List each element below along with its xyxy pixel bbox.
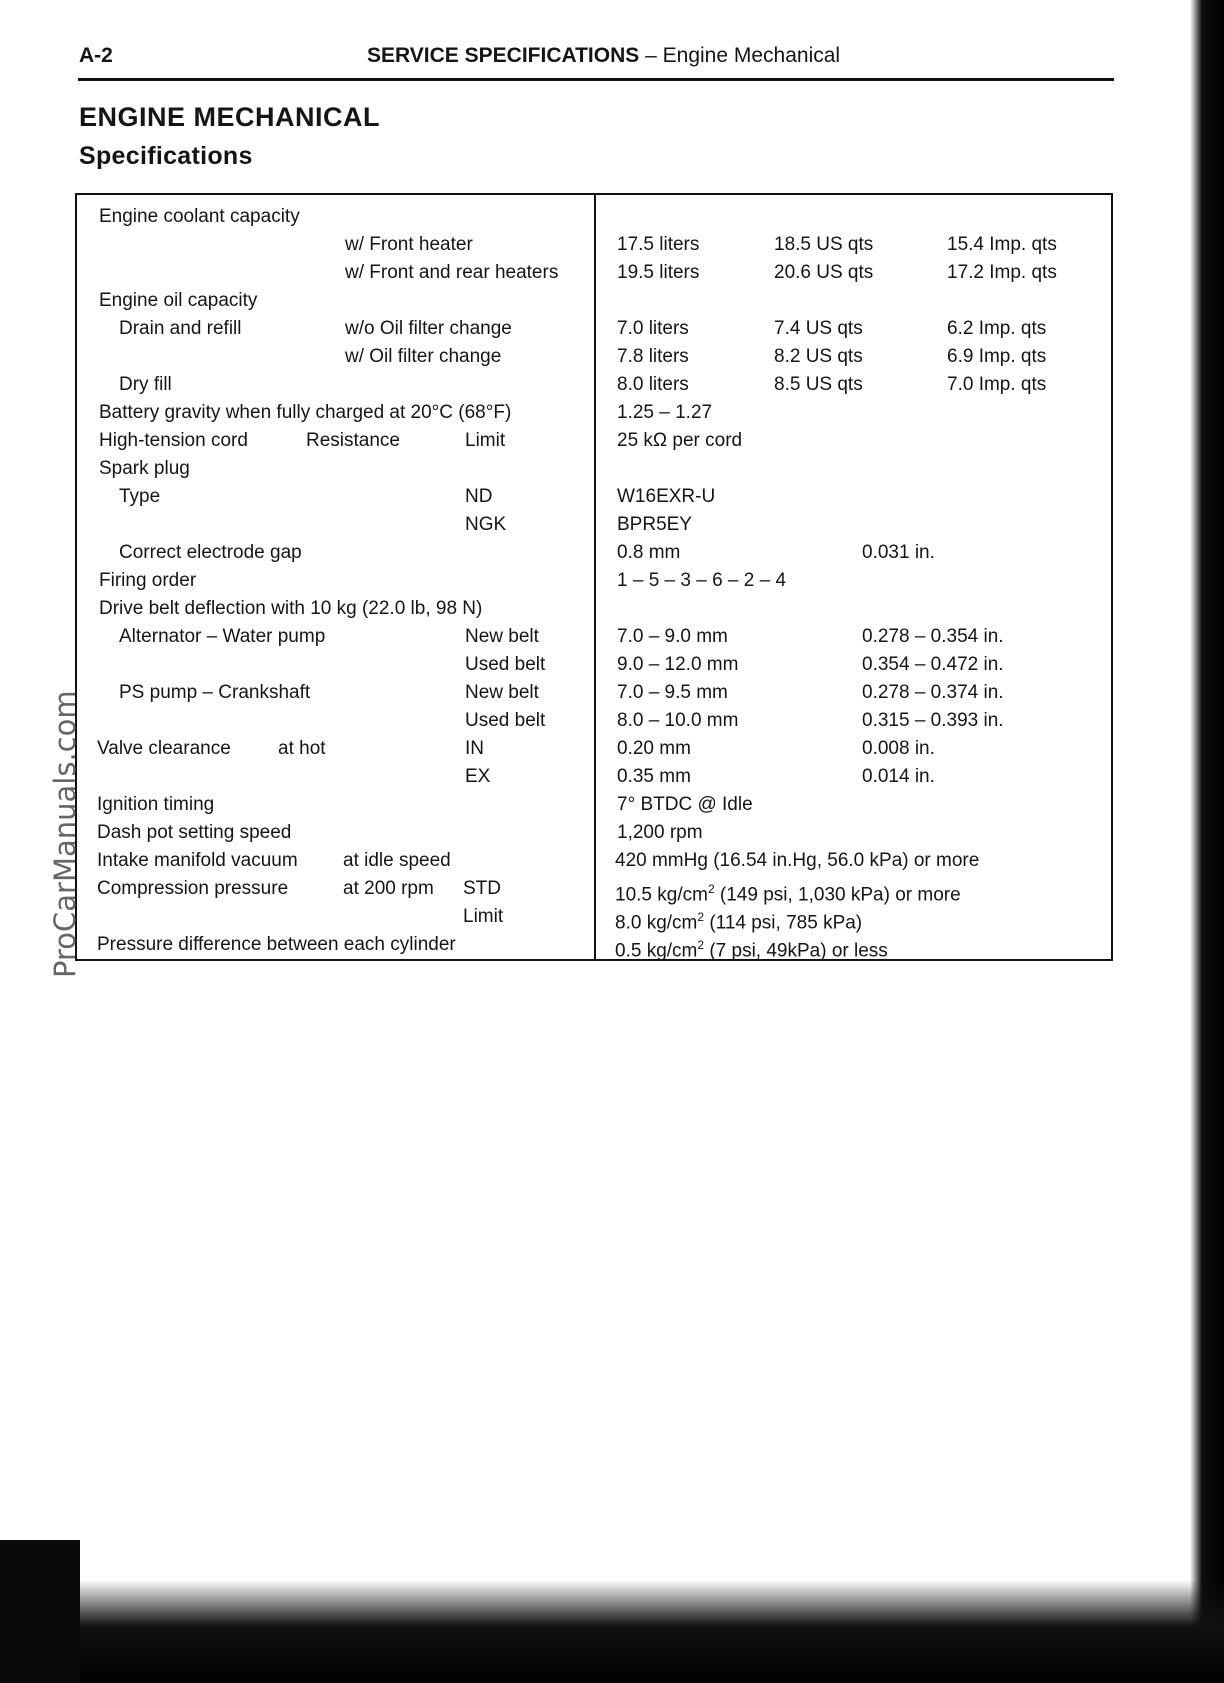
label-drain: Drain and refill xyxy=(119,318,242,339)
value-battery: 1.25 – 1.27 xyxy=(617,402,713,423)
value-valve-in-mm: 0.20 mm xyxy=(617,738,691,759)
label-compression: Compression pressure xyxy=(97,878,289,899)
value-compression-limit xyxy=(615,905,862,935)
label-coolant-front: w/ Front heater xyxy=(345,234,473,255)
value-coolant-rear-liters: 19.5 liters xyxy=(617,262,700,283)
label-spark: Spark plug xyxy=(99,458,190,479)
value-compression-std-rest: (149 psi, 1,030 kPa) or more xyxy=(714,884,961,906)
value-gap-in: 0.031 in. xyxy=(862,542,935,563)
label-intake: Intake manifold vacuum xyxy=(97,850,298,871)
label-type: Type xyxy=(119,486,161,507)
page-number: A-2 xyxy=(79,44,113,67)
running-title xyxy=(367,44,840,68)
value-coolant-rear-usqts: 20.6 US qts xyxy=(774,262,874,283)
label-firing: Firing order xyxy=(99,570,197,591)
value-alt-used-mm: 9.0 – 12.0 mm xyxy=(617,654,739,675)
label-w-filter: w/ Oil filter change xyxy=(345,346,502,367)
running-title-separator: – xyxy=(639,44,663,67)
value-firing: 1 – 5 – 3 – 6 – 2 – 4 xyxy=(617,570,787,591)
value-oil-w-filter-usqts: 8.2 US qts xyxy=(774,346,863,367)
value-ps-new-mm: 7.0 – 9.5 mm xyxy=(617,682,728,703)
value-oil-wo-filter-impqts: 6.2 Imp. qts xyxy=(947,318,1047,339)
value-pressure-diff xyxy=(615,933,888,963)
value-oil-w-filter-impqts: 6.9 Imp. qts xyxy=(947,346,1047,367)
label-htc-limit: Limit xyxy=(465,430,506,451)
scan-edge-corner xyxy=(0,1540,80,1683)
value-alt-new-mm: 7.0 – 9.0 mm xyxy=(617,626,728,647)
label-valve-in: IN xyxy=(465,738,484,759)
value-valve-ex-in: 0.014 in. xyxy=(862,766,935,787)
value-coolant-front-liters: 17.5 liters xyxy=(617,234,700,255)
value-coolant-rear-impqts: 17.2 Imp. qts xyxy=(947,262,1057,283)
label-intake-idle: at idle speed xyxy=(343,850,451,871)
running-title-main: SERVICE SPECIFICATIONS xyxy=(367,44,640,67)
superscript-2: 2 xyxy=(707,882,715,896)
watermark-text: ProCarManuals.com xyxy=(48,690,82,978)
value-gap-mm: 0.8 mm xyxy=(617,542,681,563)
label-gap: Correct electrode gap xyxy=(119,542,302,563)
value-intake: 420 mmHg (16.54 in.Hg, 56.0 kPa) or more xyxy=(615,850,980,871)
label-pressure-diff: Pressure difference between each cylinder xyxy=(97,934,456,955)
label-ps-used: Used belt xyxy=(465,710,546,731)
label-dry: Dry fill xyxy=(119,374,172,395)
label-valve-ex: EX xyxy=(465,766,491,787)
label-alt-used: Used belt xyxy=(465,654,546,675)
label-alt-new: New belt xyxy=(465,626,539,647)
value-compression-limit-unit: 8.0 kg/cm xyxy=(615,912,698,934)
value-alt-used-in: 0.354 – 0.472 in. xyxy=(862,654,1004,675)
header-rule xyxy=(78,78,1114,81)
label-compression-rpm: at 200 rpm xyxy=(343,878,434,899)
section-title: ENGINE MECHANICAL xyxy=(79,102,381,132)
label-ps: PS pump – Crankshaft xyxy=(119,682,311,703)
sub-title: Specifications xyxy=(79,142,253,170)
label-valve: Valve clearance xyxy=(97,738,231,759)
label-dash: Dash pot setting speed xyxy=(97,822,292,843)
column-divider xyxy=(594,193,596,961)
value-oil-w-filter-liters: 7.8 liters xyxy=(617,346,689,367)
value-valve-ex-mm: 0.35 mm xyxy=(617,766,691,787)
value-coolant-front-impqts: 15.4 Imp. qts xyxy=(947,234,1057,255)
label-compression-std: STD xyxy=(463,878,501,899)
label-valve-hot: at hot xyxy=(278,738,326,759)
value-coolant-front-usqts: 18.5 US qts xyxy=(774,234,874,255)
superscript-2: 2 xyxy=(697,938,705,952)
label-ngk: NGK xyxy=(465,514,507,535)
value-compression-limit-rest: (114 psi, 785 kPa) xyxy=(704,912,863,934)
value-ps-used-mm: 8.0 – 10.0 mm xyxy=(617,710,739,731)
value-ps-new-in: 0.278 – 0.374 in. xyxy=(862,682,1004,703)
value-ngk: BPR5EY xyxy=(617,514,692,535)
value-pressure-diff-unit: 0.5 kg/cm xyxy=(615,940,698,962)
value-ps-used-in: 0.315 – 0.393 in. xyxy=(862,710,1004,731)
label-alt: Alternator – Water pump xyxy=(119,626,326,647)
value-dry-usqts: 8.5 US qts xyxy=(774,374,863,395)
value-htc: 25 kΩ per cord xyxy=(617,430,743,451)
label-ps-new: New belt xyxy=(465,682,539,703)
label-nd: ND xyxy=(465,486,493,507)
value-nd: W16EXR-U xyxy=(617,486,716,507)
value-dry-impqts: 7.0 Imp. qts xyxy=(947,374,1047,395)
value-pressure-diff-rest: (7 psi, 49kPa) or less xyxy=(704,940,888,962)
scan-edge-bottom xyxy=(0,1580,1224,1683)
value-oil-wo-filter-liters: 7.0 liters xyxy=(617,318,689,339)
label-coolant: Engine coolant capacity xyxy=(99,206,300,227)
label-compression-limit: Limit xyxy=(463,906,504,927)
label-coolant-front-rear: w/ Front and rear heaters xyxy=(345,262,559,283)
superscript-2: 2 xyxy=(697,910,705,924)
value-compression-std xyxy=(615,877,961,907)
label-wo-filter: w/o Oil filter change xyxy=(345,318,512,339)
value-valve-in-in: 0.008 in. xyxy=(862,738,935,759)
label-htc: High-tension cord xyxy=(99,430,248,451)
label-htc-resistance: Resistance xyxy=(306,430,400,451)
running-title-sub: Engine Mechanical xyxy=(662,44,841,67)
label-belt: Drive belt deflection with 10 kg (22.0 lb, 98 N) xyxy=(99,598,483,619)
label-battery: Battery gravity when fully charged at 20°C (68°F) xyxy=(99,402,512,423)
value-compression-std-unit: 10.5 kg/cm xyxy=(615,884,708,906)
value-oil-wo-filter-usqts: 7.4 US qts xyxy=(774,318,863,339)
value-dry-liters: 8.0 liters xyxy=(617,374,689,395)
value-ignition: 7° BTDC @ Idle xyxy=(617,794,753,815)
scan-edge-right xyxy=(1190,0,1224,1683)
value-alt-new-in: 0.278 – 0.354 in. xyxy=(862,626,1004,647)
label-ignition: Ignition timing xyxy=(97,794,215,815)
value-dash: 1,200 rpm xyxy=(617,822,703,843)
label-oil: Engine oil capacity xyxy=(99,290,258,311)
